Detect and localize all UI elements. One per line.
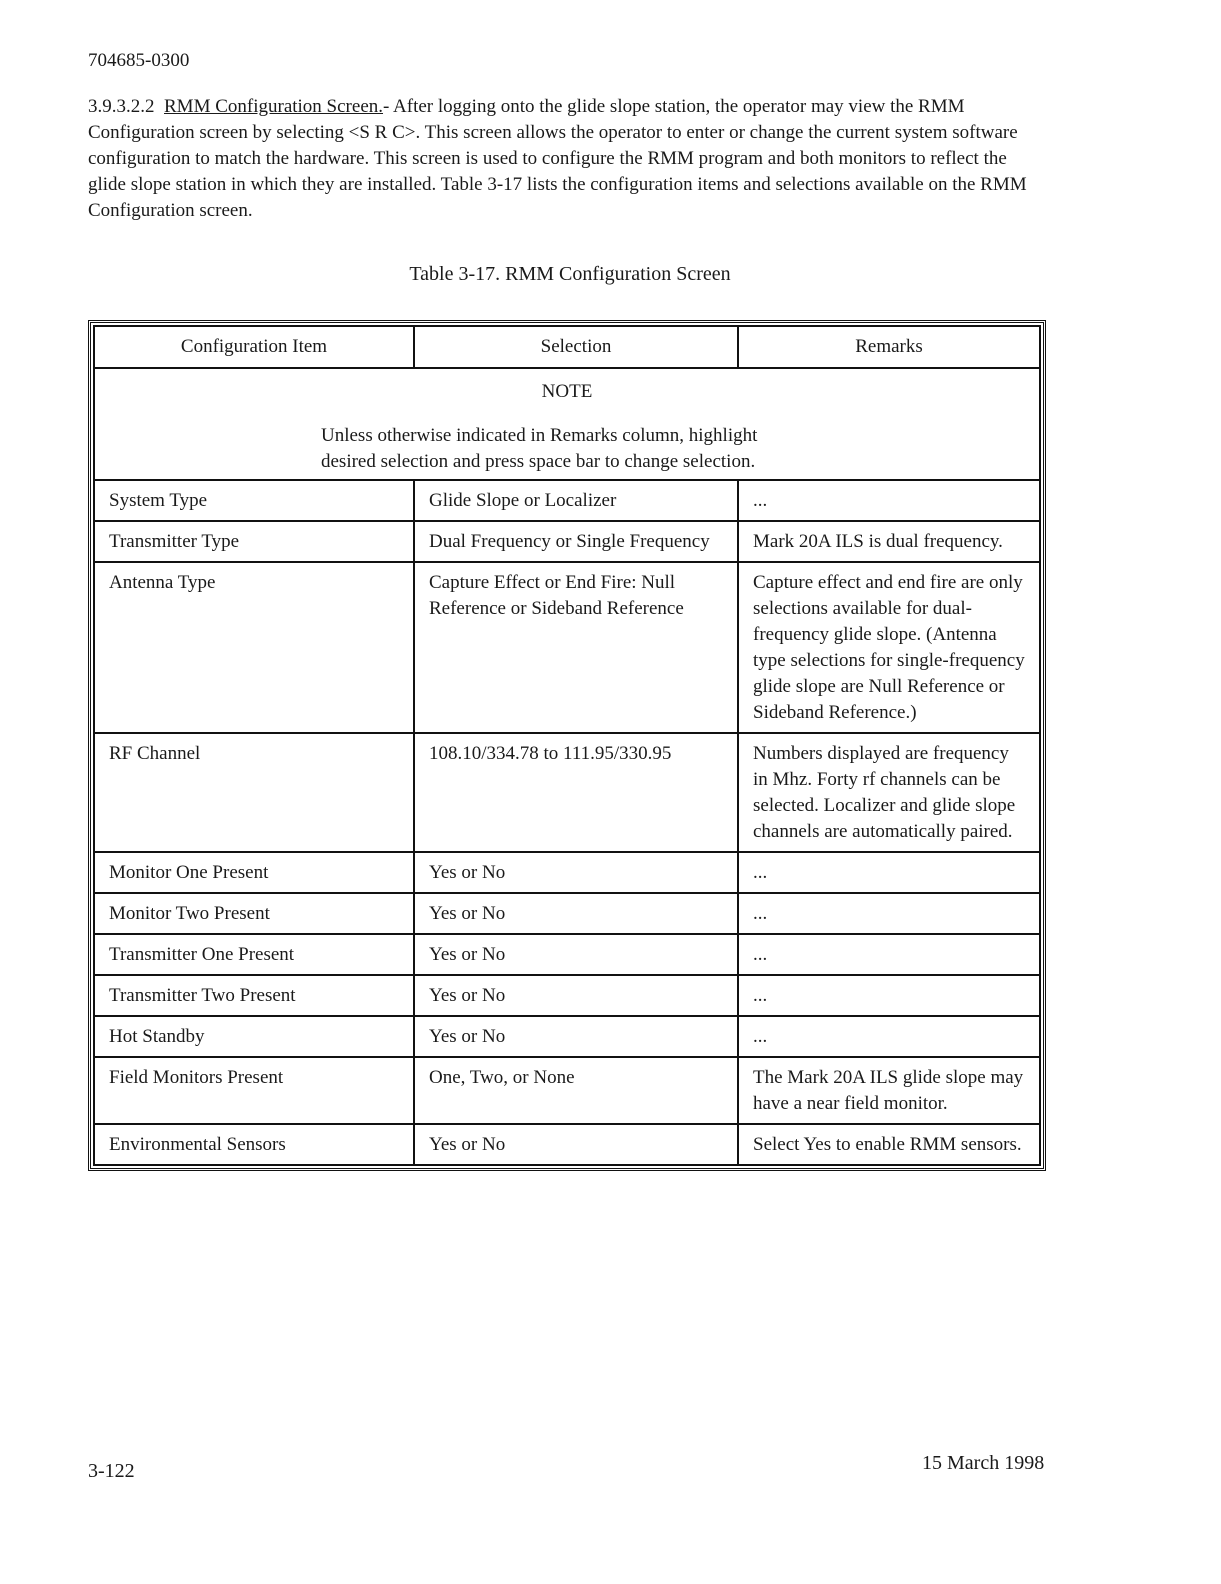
page-number: 3-122 (88, 1460, 135, 1482)
table-header-row (94, 326, 1040, 368)
row-selection: Yes or No (414, 1124, 738, 1165)
document-number: 704685-0300 (88, 50, 190, 71)
table-row (94, 852, 1040, 893)
row-selection: Capture Effect or End Fire: Null Reference or Sideband Reference (414, 562, 738, 733)
row-selection: Yes or No (414, 1016, 738, 1057)
table-row (94, 1124, 1040, 1165)
note-cell (94, 368, 1040, 480)
row-remarks: Select Yes to enable RMM sensors. (738, 1124, 1040, 1165)
row-item: Field Monitors Present (94, 1057, 414, 1124)
note-title: NOTE (541, 381, 593, 402)
section-number: 3.9.3.2.2 (88, 96, 155, 117)
row-item: Environmental Sensors (94, 1124, 414, 1165)
row-item: Transmitter Two Present (94, 975, 414, 1016)
config-table-frame (88, 320, 1046, 1171)
section-heading: RMM Configuration Screen. (164, 96, 384, 117)
intro-body: - After logging onto the glide slope station, the operator may view the RMM Configuration screen by selecting <S R C>. This screen allows the operator to enter or change the current system software configuration to match the hardware. This screen is used to configure the RMM program and both monitors to reflect the glide slope station in which they are installed. Table 3-17 lists the configuration items and selections available on the RMM Configuration screen. (88, 96, 1027, 221)
row-remarks: ... (738, 893, 1040, 934)
config-table (93, 325, 1041, 1166)
row-remarks: Capture effect and end fire are only selections available for dual-frequency glide slope. (Antenna type selections for single-frequency glide slope are Null Reference or Sideband Reference.) (738, 562, 1040, 733)
row-remarks: The Mark 20A ILS glide slope may have a near field monitor. (738, 1057, 1040, 1124)
row-item: Monitor Two Present (94, 893, 414, 934)
row-remarks: ... (738, 852, 1040, 893)
header-config-item: Configuration Item (94, 326, 414, 368)
row-item: Transmitter Type (94, 521, 414, 562)
row-item: Transmitter One Present (94, 934, 414, 975)
row-item: Antenna Type (94, 562, 414, 733)
row-remarks: ... (738, 975, 1040, 1016)
header-remarks: Remarks (738, 326, 1040, 368)
intro-paragraph (88, 94, 1038, 224)
note-row (94, 368, 1040, 480)
row-item: System Type (94, 480, 414, 521)
table-row (94, 1016, 1040, 1057)
row-selection: 108.10/334.78 to 111.95/330.95 (414, 733, 738, 852)
row-selection: Yes or No (414, 975, 738, 1016)
page-date: 15 March 1998 (922, 1452, 1045, 1474)
row-selection: Yes or No (414, 893, 738, 934)
row-remarks: ... (738, 934, 1040, 975)
note-text: Unless otherwise indicated in Remarks column, highlight desired selection and press space bar to change selection. (321, 425, 758, 472)
row-remarks: ... (738, 480, 1040, 521)
row-item: Monitor One Present (94, 852, 414, 893)
row-selection: Glide Slope or Localizer (414, 480, 738, 521)
row-item: RF Channel (94, 733, 414, 852)
row-selection: Yes or No (414, 934, 738, 975)
table-caption: Table 3-17. RMM Configuration Screen (409, 263, 731, 285)
row-selection: Dual Frequency or Single Frequency (414, 521, 738, 562)
table-row (94, 934, 1040, 975)
row-remarks: ... (738, 1016, 1040, 1057)
table-row (94, 1057, 1040, 1124)
table-row (94, 893, 1040, 934)
table-row (94, 733, 1040, 852)
table-row (94, 562, 1040, 733)
table-row (94, 521, 1040, 562)
row-selection: One, Two, or None (414, 1057, 738, 1124)
row-remarks: Numbers displayed are frequency in Mhz. Forty rf channels can be selected. Localizer and glide slope channels are automatically paired. (738, 733, 1040, 852)
header-selection: Selection (414, 326, 738, 368)
row-item: Hot Standby (94, 1016, 414, 1057)
table-row (94, 480, 1040, 521)
row-selection: Yes or No (414, 852, 738, 893)
row-remarks: Mark 20A ILS is dual frequency. (738, 521, 1040, 562)
table-row (94, 975, 1040, 1016)
